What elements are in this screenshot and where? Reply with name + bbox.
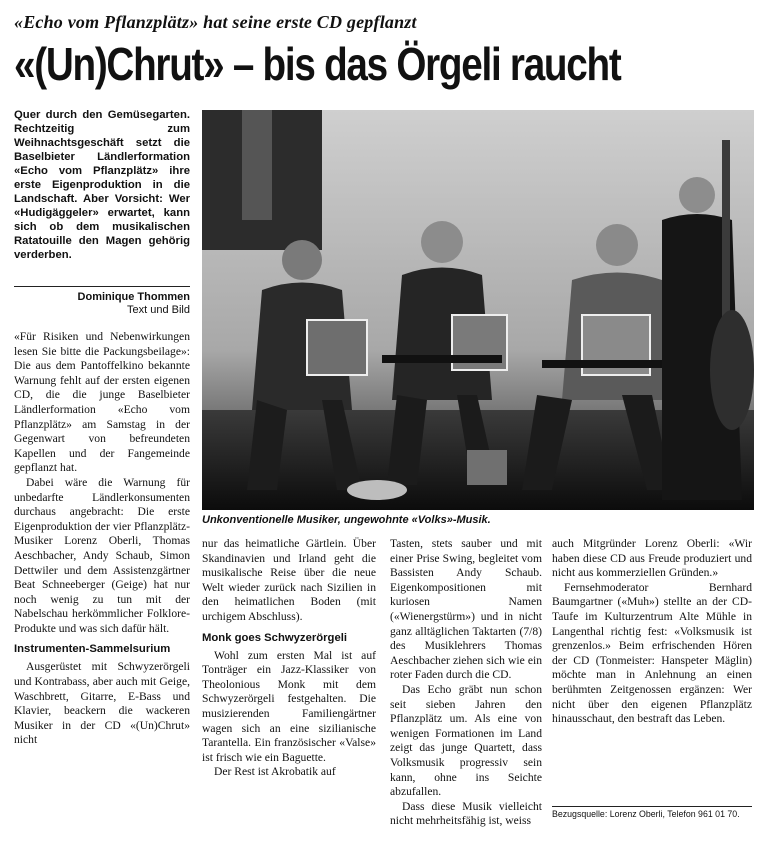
- paragraph: Ausgerüstet mit Schwyzerörgeli und Kontrabass, aber auch mit Geige, Waschbrett, Gitarre, E-Bass und Klavier, beackern die wackeren Musiker in der CD «(Un)Chrut» nicht: [14, 660, 190, 747]
- paragraph: Dabei wäre die Warnung für unbedarfte Ländlerkonsumenten durchaus angebracht: Die erste Eigenproduktion der vier Pflanzplätz-Musiker Lorenz Oberli, Thomas Aeschbacher, Andy Schaub, Simon Dettwiler und dem Assistenzgärtner Beat Schneeberger (Geige) hat nur noch wenig zu tun mit der Nabelschau herkömmlicher Folklore-Produkte und was sich dafür hält.: [14, 475, 190, 635]
- subheading: Instrumenten-Sammelsurium: [14, 643, 171, 656]
- photo-caption: Unkonventionelle Musiker, ungewohnte «Volks»-Musik.: [202, 514, 491, 526]
- paragraph: auch Mitgründer Lorenz Oberli: «Wir haben diese CD aus Freude produziert und nicht aus kommerziellen Gründen.»: [552, 537, 752, 580]
- column-4: [552, 537, 752, 803]
- photo: [202, 110, 754, 510]
- author-name: Dominique Thommen: [77, 291, 190, 303]
- paragraph: «Für Risiken und Nebenwirkungen lesen Sie bitte die Packungsbeilage»: Die aus dem Pantoffelkino bekannte Warnung fehlt auf der ersten eigenen CD, die die junge Baselbieter Ländlerformation «Echo vom Pflanzplätz» am Samstag in der Gegenwart von befreundeten Kapellen und der Fangemeinde gepflanzt hat.: [14, 330, 190, 475]
- paragraph: Der Rest ist Akrobatik auf: [214, 765, 336, 779]
- musicians-photo: [202, 110, 754, 510]
- subheading: Monk goes Schwyzerörgeli: [202, 631, 348, 644]
- paragraph: nur das heimatliche Gärtlein. Über Skandinavien und Irland geht die musikalische Reise über die neue Welt wieder zurück nach Sizilien in den heimatlichen Boden (mit urchigem Abschluss).: [202, 537, 376, 623]
- paragraph: Fernsehmoderator Bernhard Baumgartner («Muh») stellte an der CD-Taufe im Kulturzentrum Alte Mühle in Langenthal richtig fest: «Volksmusik ist grenzenlos.» Beim erfrischenden Hören der CD (Tonmeister: Hanspeter Mäglin) möchte man in Anlehnung an einen berühmten Zeitgenossen ergänzen: Wer nicht über den eigenen Pflanzplätz hinausschaut, den bestraft das Leben.: [552, 580, 752, 726]
- paragraph: Wohl zum ersten Mal ist auf Tonträger ein Jazz-Klassiker von Theolonious Monk mit dem Schwyzerörgeli festgehalten. Die musizierenden Familiengärtner wagen sich an eine sizilianische Tarantella. Ein französischer «Valse» ist frisch wie ein Baguette.: [202, 648, 376, 764]
- kicker: «Echo vom Pflanzplätz» hat seine erste CD gepflanzt: [14, 12, 417, 32]
- column-2: [202, 537, 376, 840]
- paragraph: Tasten, stets sauber und mit einer Prise Swing, begleitet vom Bassisten Andy Schaub. Eigenkompositionen mit kuriosen Namen («Wienergstürm») und in nicht ganz alltäglichen Taktarten (7/8) des Musiklehrers Thomas Aeschbacher ziehen sich wie ein roter Faden durch die CD.: [390, 537, 542, 682]
- byline-rule: [14, 286, 190, 287]
- byline: [14, 291, 190, 317]
- paragraph: Dass diese Musik vielleicht nicht mehrheitsfähig ist, weiss: [390, 799, 542, 828]
- column-3: [390, 537, 542, 840]
- paragraph: Das Echo gräbt nun schon seit sieben Jahren den Pflanzplätz um. Als eine von wenigen Formationen im Land zeigt das junge Quartett, dass Volksmusik progressiv sein kann, ohne ins Seichte abzufallen.: [390, 682, 542, 799]
- column-1: [14, 330, 190, 840]
- source-note: Bezugsquelle: Lorenz Oberli, Telefon 961 01 70.: [552, 806, 752, 820]
- headline: «(Un)Chrut» – bis das Örgeli raucht: [14, 38, 621, 90]
- lead-paragraph: Quer durch den Gemüsegarten. Rechtzeitig zum Weihnachtsgeschäft setzt die Baselbieter Ländlerformation «Echo vom Pflanzplätz» ihre erste Eigenproduktion in die Landschaft. Aber Vorsicht: Wer «Hudigäggeler» erwartet, kann sich ob dem musikalischen Ratatouille den Magen gehörig verderben.: [14, 109, 190, 261]
- author-role: Text und Bild: [127, 304, 190, 316]
